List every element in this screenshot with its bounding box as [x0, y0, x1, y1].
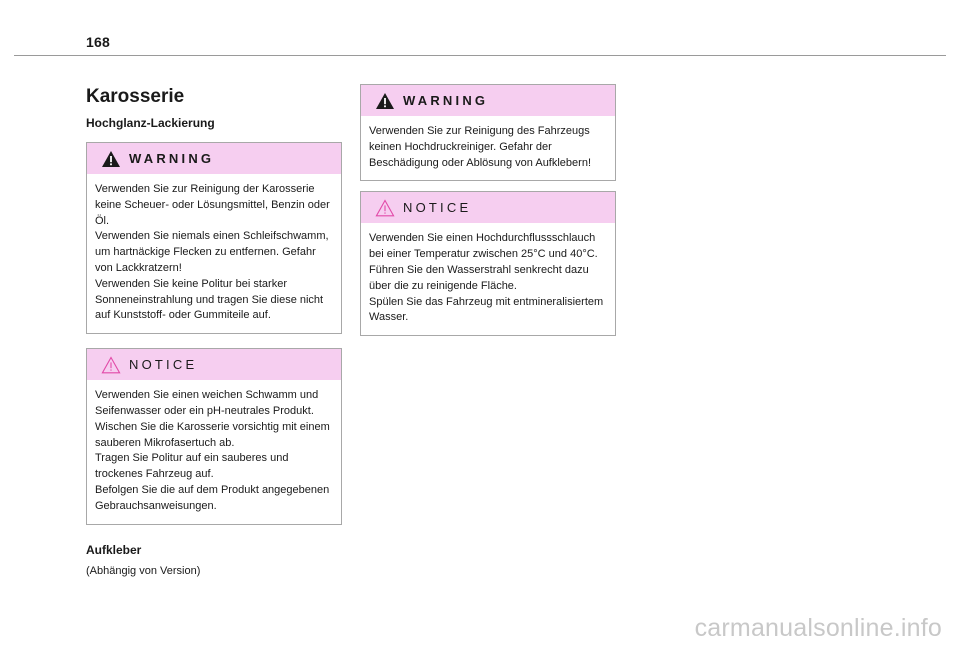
notice-label: NOTICE [129, 357, 198, 373]
notice-paragraph: Wischen Sie die Karosserie vorsichtig mit einem sauberen Mikrofasertuch ab. [95, 420, 330, 449]
warning-header [361, 85, 615, 116]
notice-box-hose [360, 191, 616, 336]
warning-paragraph: Verwenden Sie zur Reinigung der Karosserie keine Scheuer- oder Lösungsmittel, Benzin oder Öl. [95, 183, 330, 227]
warning-paragraph: Verwenden Sie zur Reinigung des Fahrzeugs keinen Hochdruckreiniger. Gefahr der Beschädigung oder Ablösung von Aufklebern! [369, 125, 591, 169]
notice-header [361, 192, 615, 223]
notice-body [361, 223, 615, 335]
warning-box-pressure [360, 84, 616, 181]
warning-body [361, 116, 615, 180]
warning-triangle-icon [101, 150, 121, 168]
warning-label: WARNING [129, 151, 215, 166]
page-number: 168 [86, 34, 110, 50]
warning-paragraph: Verwenden Sie niemals einen Schleifschwamm, um hartnäckige Flecken zu entfernen. Gefahr von Lackkratzern! [95, 230, 329, 274]
notice-paragraph: Tragen Sie Politur auf ein sauberes und trockenes Fahrzeug auf. [95, 452, 289, 481]
warning-paragraph: Verwenden Sie keine Politur bei starker Sonneneinstrahlung und tragen Sie diese nicht auf Kunststoff- oder Gummiteile auf. [95, 277, 324, 322]
notice-paragraph: Verwenden Sie einen Hochdurchflussschlauch bei einer Temperatur zwischen 25°C und 40°C. [369, 232, 598, 261]
right-column [360, 84, 616, 346]
notice-paragraph: Führen Sie den Wasserstrahl senkrecht dazu über die zu reinigende Fläche. [369, 263, 589, 292]
version-note: (Abhängig von Version) [86, 564, 201, 577]
warning-triangle-icon [375, 92, 395, 110]
section-title: Karosserie [86, 86, 185, 107]
notice-paragraph: Befolgen Sie die auf dem Produkt angegebenen Gebrauchsanweisungen. [95, 483, 330, 512]
warning-header [87, 143, 341, 174]
notice-box-paint [86, 348, 342, 524]
notice-paragraph: Spülen Sie das Fahrzeug mit entmineralisiertem Wasser. [369, 295, 604, 324]
notice-triangle-icon [101, 356, 121, 374]
notice-header [87, 349, 341, 380]
watermark-text: carmanualsonline.info [694, 614, 942, 642]
notice-body [87, 380, 341, 523]
notice-paragraph: Verwenden Sie einen weichen Schwamm und Seifenwasser oder ein pH-neutrales Produkt. [95, 389, 319, 417]
notice-label: NOTICE [403, 200, 472, 216]
left-column [86, 86, 342, 578]
subsection-title-paint: Hochglanz-Lackierung [86, 116, 215, 130]
subsection-title-stickers: Aufkleber [86, 542, 142, 557]
warning-label: WARNING [403, 93, 489, 108]
notice-triangle-icon [375, 199, 395, 217]
header-divider [14, 55, 946, 56]
warning-box-paint [86, 142, 342, 334]
warning-body [87, 174, 341, 333]
